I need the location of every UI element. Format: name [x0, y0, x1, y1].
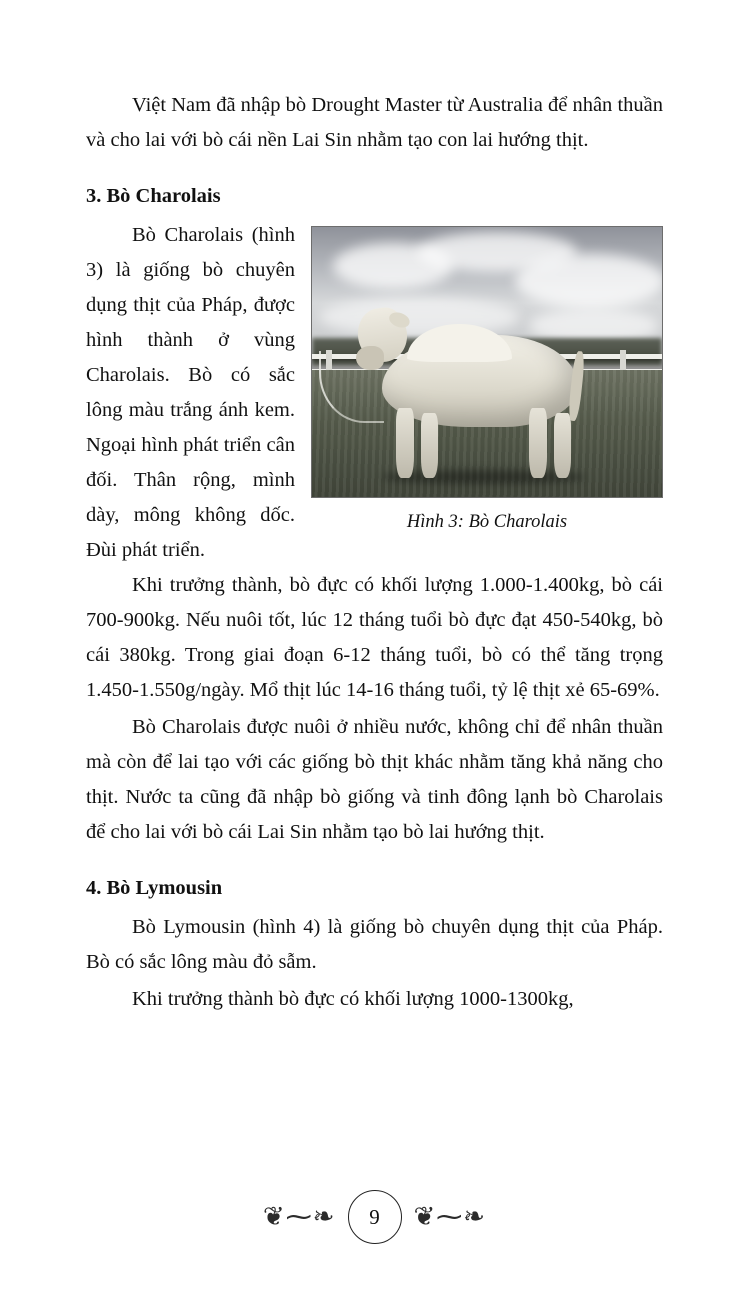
ornament-left-icon: ❦⁓❧ — [262, 1202, 336, 1232]
paragraph-charolais-breeding: Bò Charolais được nuôi ở nhiều nước, không chỉ để nhân thuần mà còn để lai tạo với các giống bò thịt khác nhằm tăng khả năng cho thịt. Nước ta cũng đã nhập bò giống và tinh đông lạnh bò Charolais để cho lai với bò cái Lai Sin nhằm tạo bò lai hướng thịt. — [86, 716, 663, 843]
photo-bull-leg — [529, 408, 547, 478]
figure-caption: Hình 3: Bò Charolais — [406, 512, 568, 532]
figure-image-bull-photo — [311, 226, 663, 498]
heading-lymousin: 4. Bò Lymousin — [86, 877, 223, 899]
figure-charolais — [311, 226, 663, 534]
photo-bull-leg — [554, 413, 572, 478]
page-number: 9 — [348, 1190, 402, 1244]
ornament-right-icon: ❦⁓❧ — [413, 1202, 487, 1232]
paragraph-lymousin-weights: Khi trưởng thành bò đực có khối lượng 1000-1300kg, — [132, 988, 574, 1010]
page-footer — [0, 1190, 749, 1244]
heading-charolais: 3. Bò Charolais — [86, 185, 221, 207]
photo-cloud — [515, 254, 663, 308]
photo-fence-post — [620, 350, 626, 372]
paragraph-charolais-description: Bò Charolais (hình 3) là giống bò chuyên dụng thịt của Pháp, được hình thành ở vùng Charolais. Bò có sắc lông màu trắng ánh kem. Ngoại hình phát triển cân đối. Thân rộng, mình dày, mông không dốc. Đùi phát triển. — [86, 224, 295, 561]
photo-bull-leg — [396, 408, 414, 478]
photo-bull-leg — [421, 413, 439, 478]
paragraph-lymousin-intro: Bò Lymousin (hình 4) là giống bò chuyên dụng thịt của Pháp. Bò có sắc lông màu đỏ sẫm. — [86, 916, 663, 973]
paragraph-charolais-weights: Khi trưởng thành, bò đực có khối lượng 1.000-1.400kg, bò cái 700-900kg. Nếu nuôi tốt, lúc 12 tháng tuổi bò đực đạt 450-540kg, bò cái 380kg. Trong giai đoạn 6-12 tháng tuổi, bò có thể tăng trọng 1.450-1.550g/ngày. Mổ thịt lúc 14-16 tháng tuổi, tỷ lệ thịt xẻ 65-69%. — [86, 574, 663, 701]
paragraph-intro: Việt Nam đã nhập bò Drought Master từ Australia để nhân thuần và cho lai với bò cái nền Lai Sin nhằm tạo con lai hướng thịt. — [86, 94, 663, 151]
